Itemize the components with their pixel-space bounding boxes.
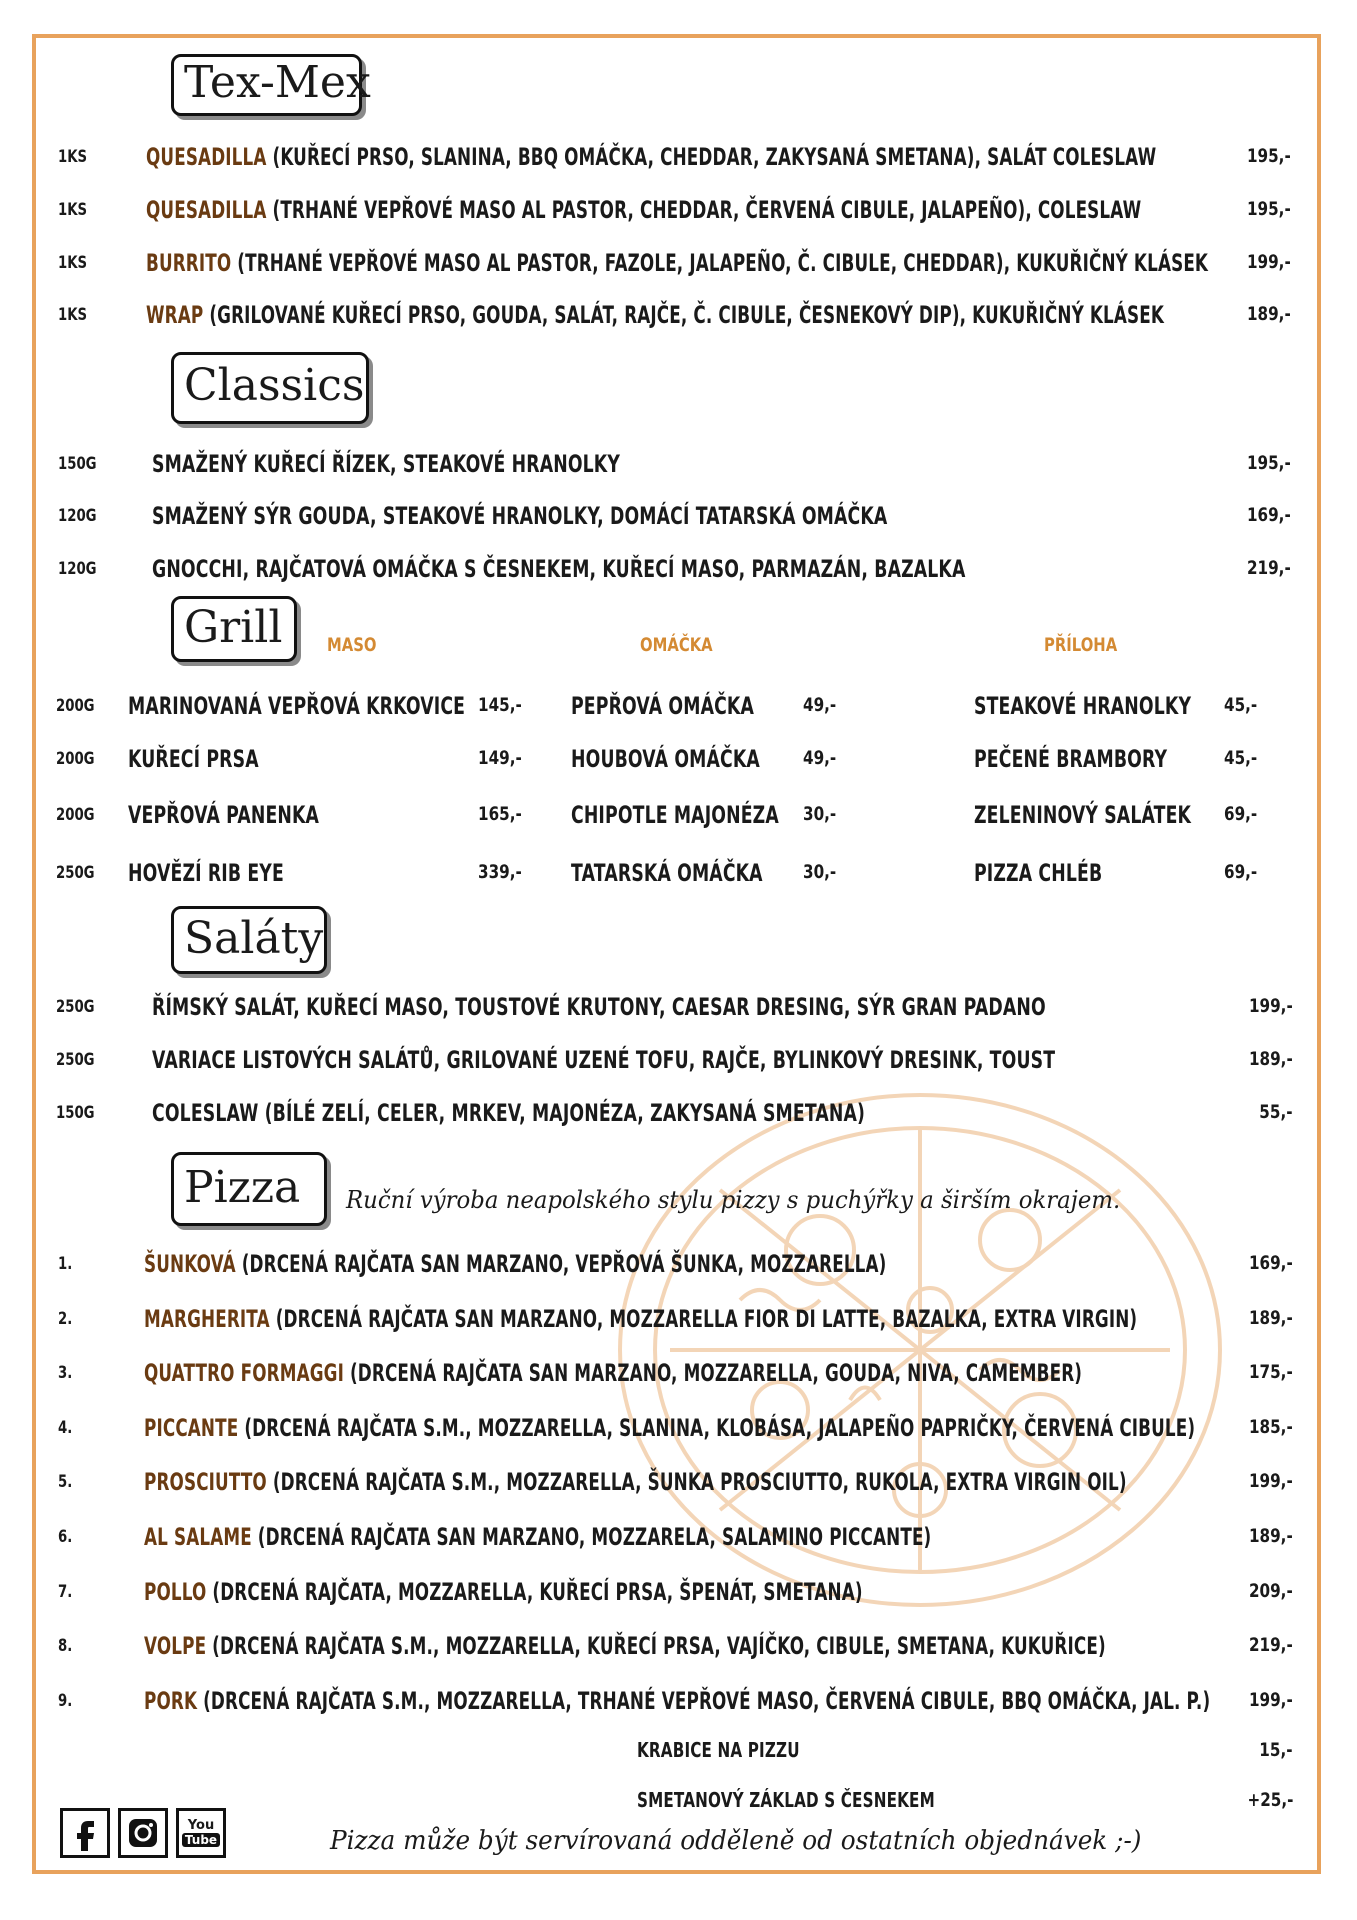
texmex-price: 189,- <box>1247 303 1291 325</box>
classics-item: GNOCCHI, RAJČATOVÁ OMÁČKA S ČESNEKEM, KUŘECÍ MASO, PARMAZÁN, BAZALKA <box>152 555 966 583</box>
texmex-item-desc: (TRHANÉ VEPŘOVÉ MASO AL PASTOR, CHEDDAR, ČERVENÁ CIBULE, JALAPEÑO), COLESLAW <box>266 196 1142 224</box>
pizza-item-desc: (DRCENÁ RAJČATA, MOZZARELLA, KUŘECÍ PRSA, ŠPENÁT, SMETANA) <box>206 1578 863 1606</box>
salaty-price: 199,- <box>1249 995 1293 1017</box>
grill-priloha-name: STEAKOVÉ HRANOLKY <box>974 692 1192 720</box>
grill-omacka-price: 30,- <box>803 803 837 825</box>
grill-maso-name: MARINOVANÁ VEPŘOVÁ KRKOVICE <box>128 692 466 720</box>
grill-priloha-price: 45,- <box>1224 694 1258 716</box>
salaty-price: 189,- <box>1249 1048 1293 1070</box>
pizza-item <box>144 1632 1106 1660</box>
pizza-price: 169,- <box>1249 1252 1293 1274</box>
texmex-item-desc: (TRHANÉ VEPŘOVÉ MASO AL PASTOR, FAZOLE, JALAPEÑO, Č. CIBULE, CHEDDAR), KUKUŘIČNÝ KLÁSEK <box>231 249 1209 277</box>
texmex-item-name: QUESADILLA <box>146 143 267 171</box>
texmex-qty: 1KS <box>58 200 88 220</box>
classics-qty: 120G <box>58 559 97 579</box>
grill-omacka-price: 49,- <box>803 694 837 716</box>
pizza-item-desc: (DRCENÁ RAJČATA S.M., MOZZARELLA, TRHANÉ VEPŘOVÉ MASO, ČERVENÁ CIBULE, BBQ OMÁČKA, JAL. P.) <box>197 1687 1211 1715</box>
grill-maso-name: KUŘECÍ PRSA <box>128 745 259 773</box>
pizza-item-desc: (DRCENÁ RAJČATA SAN MARZANO, MOZZARELLA FIOR DI LATTE, BAZALKA, EXTRA VIRGIN) <box>269 1305 1138 1333</box>
extra-item: SMETANOVÝ ZÁKLAD S ČESNEKEM <box>637 1788 935 1812</box>
grill-priloha-name: PIZZA CHLÉB <box>974 859 1103 887</box>
pizza-item <box>144 1305 1137 1333</box>
grill-omacka-price: 49,- <box>803 747 837 769</box>
pizza-item-name: PROSCIUTTO <box>144 1468 267 1496</box>
pizza-price: 175,- <box>1249 1361 1293 1383</box>
pizza-item <box>144 1578 863 1606</box>
texmex-item <box>146 196 1141 224</box>
classics-price: 219,- <box>1247 557 1291 579</box>
texmex-item-name: QUESADILLA <box>146 196 267 224</box>
classics-item: SMAŽENÝ SÝR GOUDA, STEAKOVÉ HRANOLKY, DOMÁCÍ TATARSKÁ OMÁČKA <box>152 502 888 530</box>
salaty-item: COLESLAW (BÍLÉ ZELÍ, CELER, MRKEV, MAJONÉZA, ZAKYSANÁ SMETANA) <box>152 1099 866 1127</box>
pizza-item-desc: (DRCENÁ RAJČATA S.M., MOZZARELLA, ŠUNKA PROSCIUTTO, RUKOLA, EXTRA VIRGIN OIL) <box>266 1468 1127 1496</box>
grill-maso-price: 145,- <box>478 694 522 716</box>
grill-maso-price: 339,- <box>478 861 522 883</box>
grill-maso-qty: 200G <box>56 805 95 825</box>
texmex-item <box>146 249 1208 277</box>
grill-priloha-name: ZELENINOVÝ SALÁTEK <box>974 801 1192 829</box>
grill-header-priloha: PŘÍLOHA <box>1044 634 1118 656</box>
pizza-item-name: ŠUNKOVÁ <box>144 1250 236 1278</box>
grill-maso-price: 165,- <box>478 803 522 825</box>
grill-maso-qty: 250G <box>56 863 95 883</box>
grill-maso-qty: 200G <box>56 696 95 716</box>
grill-maso-qty: 200G <box>56 749 95 769</box>
texmex-qty: 1KS <box>58 147 88 167</box>
pizza-item <box>144 1414 1195 1442</box>
texmex-item <box>146 301 1164 329</box>
classics-item: SMAŽENÝ KUŘECÍ ŘÍZEK, STEAKOVÉ HRANOLKY <box>152 450 620 478</box>
pizza-item <box>144 1250 886 1278</box>
texmex-item-name: WRAP <box>146 301 204 329</box>
grill-priloha-price: 69,- <box>1224 803 1258 825</box>
texmex-qty: 1KS <box>58 305 88 325</box>
section-badge-grill: Grill <box>171 596 297 662</box>
grill-omacka-name: TATARSKÁ OMÁČKA <box>571 859 763 887</box>
pizza-price: 219,- <box>1249 1634 1293 1656</box>
pizza-item <box>144 1468 1127 1496</box>
pizza-item-name: AL SALAME <box>144 1523 252 1551</box>
salaty-item: VARIACE LISTOVÝCH SALÁTŮ, GRILOVANÉ UZENÉ TOFU, RAJČE, BYLINKOVÝ DRESINK, TOUST <box>152 1046 1056 1074</box>
pizza-item-name: PICCANTE <box>144 1414 239 1442</box>
grill-priloha-name: PEČENÉ BRAMBORY <box>974 745 1168 773</box>
grill-priloha-price: 69,- <box>1224 861 1258 883</box>
salaty-qty: 250G <box>56 1050 95 1070</box>
pizza-item-desc: (DRCENÁ RAJČATA S.M., MOZZARELLA, KUŘECÍ PRSA, VAJÍČKO, CIBULE, SMETANA, KUKUŘICE) <box>206 1632 1106 1660</box>
pizza-price: 189,- <box>1249 1525 1293 1547</box>
youtube-text-2: Tube <box>182 1833 220 1847</box>
texmex-price: 195,- <box>1247 198 1291 220</box>
pizza-item-name: POLLO <box>144 1578 207 1606</box>
section-badge-classics: Classics <box>171 352 369 424</box>
pizza-price: 199,- <box>1249 1689 1293 1711</box>
footer-note: Pizza může být servírovaná odděleně od ostatních objednávek ;-) <box>330 1826 1142 1856</box>
salaty-item: ŘÍMSKÝ SALÁT, KUŘECÍ MASO, TOUSTOVÉ KRUTONY, CAESAR DRESING, SÝR GRAN PADANO <box>152 993 1046 1021</box>
classics-price: 169,- <box>1247 504 1291 526</box>
classics-qty: 120G <box>58 506 97 526</box>
grill-omacka-name: CHIPOTLE MAJONÉZA <box>571 801 779 829</box>
grill-maso-name: HOVĚZÍ RIB EYE <box>128 859 284 887</box>
pizza-item-name: QUATTRO FORMAGGI <box>144 1359 344 1387</box>
pizza-item-desc: (DRCENÁ RAJČATA S.M., MOZZARELLA, SLANINA, KLOBÁSA, JALAPEÑO PAPRIČKY, ČERVENÁ CIBULE) <box>238 1414 1196 1442</box>
pizza-price: 189,- <box>1249 1307 1293 1329</box>
grill-omacka-name: HOUBOVÁ OMÁČKA <box>571 745 760 773</box>
pizza-number: 6. <box>58 1527 73 1547</box>
texmex-item-name: BURRITO <box>146 249 232 277</box>
salaty-qty: 150G <box>56 1103 95 1123</box>
extra-item: KRABICE NA PIZZU <box>637 1738 800 1762</box>
pizza-item-desc: (DRCENÁ RAJČATA SAN MARZANO, VEPŘOVÁ ŠUNKA, MOZZARELLA) <box>235 1250 887 1278</box>
extra-price: 15,- <box>1259 1739 1293 1761</box>
grill-header-omacka: OMÁČKA <box>640 634 713 656</box>
classics-price: 195,- <box>1247 452 1291 474</box>
salaty-qty: 250G <box>56 997 95 1017</box>
texmex-item-desc: (GRILOVANÉ KUŘECÍ PRSO, GOUDA, SALÁT, RAJČE, Č. CIBULE, ČESNEKOVÝ DIP), KUKUŘIČNÝ KLÁSEK <box>203 301 1165 329</box>
grill-maso-name: VEPŘOVÁ PANENKA <box>128 801 320 829</box>
pizza-item-desc: (DRCENÁ RAJČATA SAN MARZANO, MOZZARELLA, GOUDA, NIVA, CAMEMBER) <box>343 1359 1083 1387</box>
instagram-icon[interactable] <box>118 1808 168 1858</box>
grill-priloha-price: 45,- <box>1224 747 1258 769</box>
pizza-number: 8. <box>58 1636 73 1656</box>
pizza-number: 2. <box>58 1309 73 1329</box>
grill-omacka-price: 30,- <box>803 861 837 883</box>
youtube-icon[interactable] <box>176 1808 226 1858</box>
texmex-price: 195,- <box>1247 145 1291 167</box>
pizza-item <box>144 1359 1082 1387</box>
grill-omacka-name: PEPŘOVÁ OMÁČKA <box>571 692 754 720</box>
pizza-number: 7. <box>58 1582 73 1602</box>
youtube-text-1: You <box>187 1818 215 1833</box>
pizza-number: 3. <box>58 1363 73 1383</box>
grill-header-maso: MASO <box>327 634 377 656</box>
pizza-number: 5. <box>58 1472 73 1492</box>
pizza-note: Ruční výroba neapolského stylu pizzy s puchýřky a širším okrajem. <box>346 1186 1121 1214</box>
salaty-price: 55,- <box>1259 1101 1293 1123</box>
extra-price: +25,- <box>1247 1789 1293 1811</box>
grill-maso-price: 149,- <box>478 747 522 769</box>
pizza-price: 185,- <box>1249 1416 1293 1438</box>
section-badge-texmex: Tex-Mex <box>171 54 362 116</box>
texmex-qty: 1KS <box>58 253 88 273</box>
pizza-item <box>144 1687 1210 1715</box>
classics-qty: 150G <box>58 454 97 474</box>
texmex-item <box>146 143 1156 171</box>
texmex-item-desc: (KUŘECÍ PRSO, SLANINA, BBQ OMÁČKA, CHEDDAR, ZAKYSANÁ SMETANA), SALÁT COLESLAW <box>266 143 1157 171</box>
pizza-item-name: PORK <box>144 1687 198 1715</box>
pizza-price: 199,- <box>1249 1470 1293 1492</box>
pizza-item-name: MARGHERITA <box>144 1305 270 1333</box>
pizza-number: 9. <box>58 1691 73 1711</box>
pizza-price: 209,- <box>1249 1580 1293 1602</box>
pizza-number: 1. <box>58 1254 73 1274</box>
section-badge-salaty: Saláty <box>171 906 327 974</box>
pizza-item-name: VOLPE <box>144 1632 207 1660</box>
pizza-number: 4. <box>58 1418 73 1438</box>
pizza-item <box>144 1523 931 1551</box>
section-badge-pizza: Pizza <box>171 1152 327 1226</box>
texmex-price: 199,- <box>1247 251 1291 273</box>
facebook-icon[interactable] <box>60 1808 110 1858</box>
pizza-item-desc: (DRCENÁ RAJČATA SAN MARZANO, MOZZARELA, SALAMINO PICCANTE) <box>251 1523 932 1551</box>
